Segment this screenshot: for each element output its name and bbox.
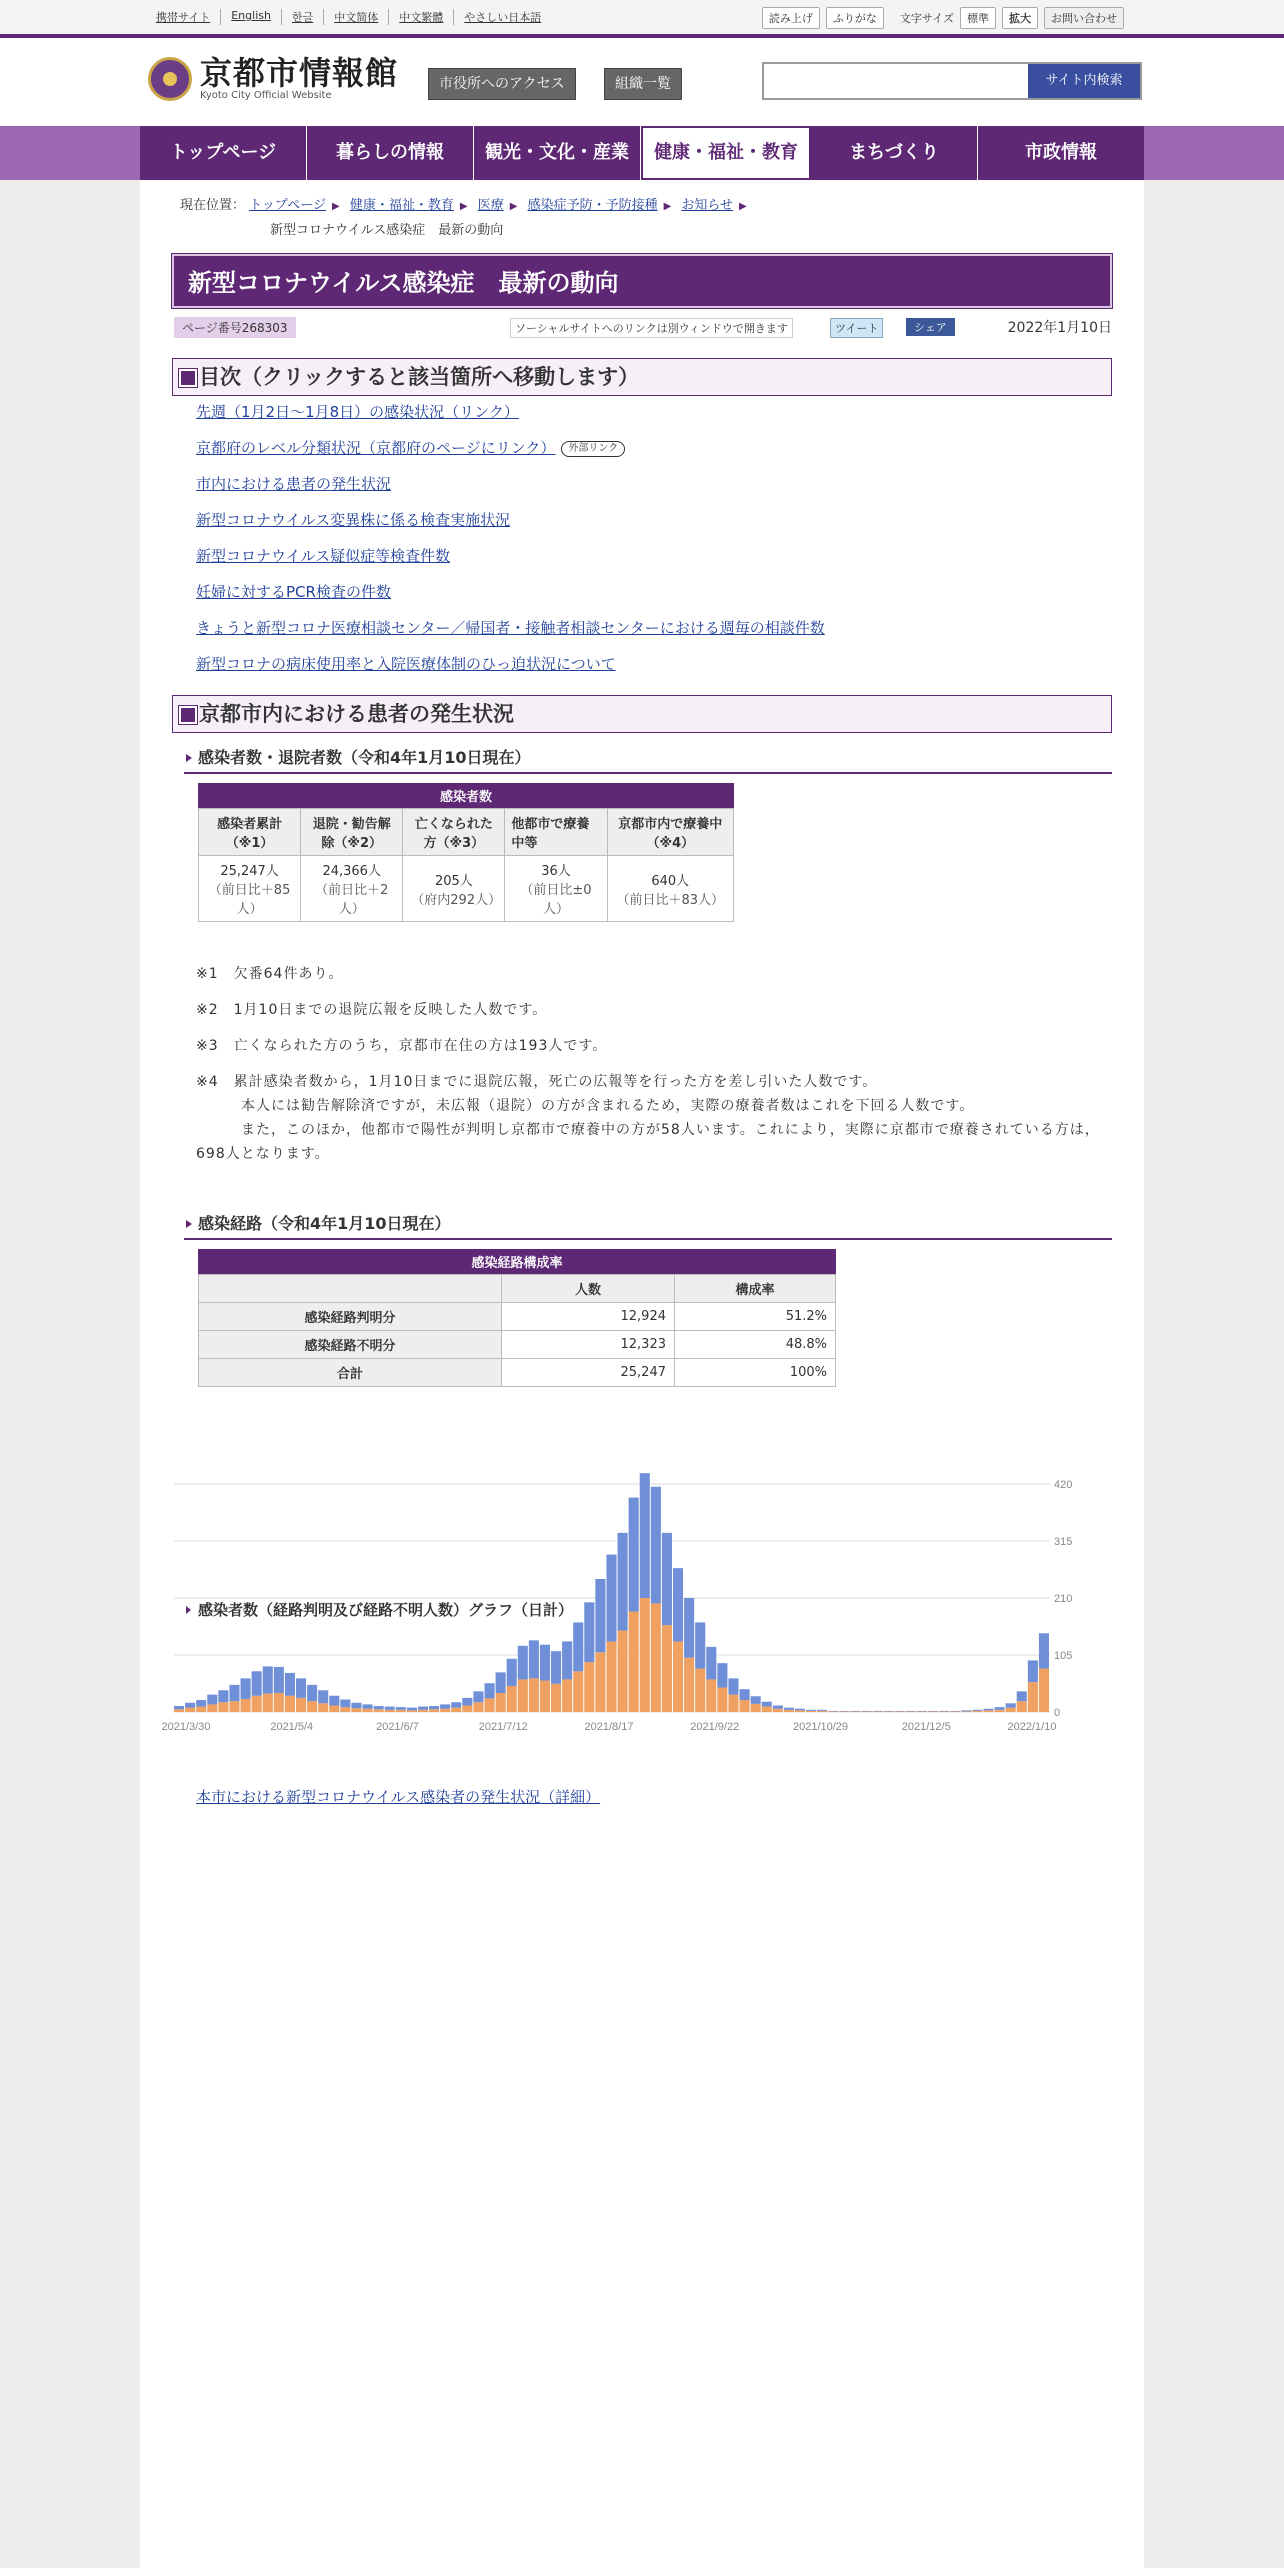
note-item: ※3 亡くなられた方のうち，京都市在住の方は193人です。 [196, 1038, 608, 1054]
chart-bar-known [618, 1631, 628, 1712]
table-cell: 100% [675, 1359, 836, 1387]
table-cell: 36人 （前日比±0人） [505, 856, 607, 922]
chart-bar-unknown [462, 1698, 472, 1706]
chart-y-tick-label: 105 [1054, 1650, 1073, 1662]
link-korean[interactable]: 한글 [281, 9, 323, 25]
chart-bar-unknown [351, 1703, 361, 1708]
chart-bar-known [318, 1703, 328, 1712]
table-cell: 24,366人 （前日比＋2人） [301, 856, 403, 922]
toc-link[interactable]: 新型コロナの病床使用率と入院医療体制のひっ迫状況について [196, 655, 616, 673]
breadcrumb-arrow-icon: ▶ [509, 201, 518, 212]
link-chinese-simplified[interactable]: 中文简体 [323, 9, 388, 25]
chart-bar-known [374, 1709, 384, 1712]
breadcrumb-arrow-icon: ▶ [459, 201, 468, 212]
logo-subtitle: Kyoto City Official Website [200, 90, 332, 101]
chart-bar-unknown [451, 1702, 461, 1707]
chart-bar-known [972, 1711, 982, 1712]
chart-bar-known [839, 1711, 849, 1712]
chart-bar-known [340, 1707, 350, 1712]
table-header: 感染者累計（※1） [199, 809, 301, 856]
chart-bar-known [895, 1711, 905, 1712]
chart-bar-known [806, 1711, 816, 1712]
chart-x-tick-label: 2021/8/17 [584, 1721, 634, 1733]
chart-bar-unknown [884, 1711, 894, 1712]
chart-x-tick-label: 2021/3/30 [161, 1721, 211, 1733]
row-header: 合計 [199, 1359, 502, 1387]
chart-bar-unknown [906, 1711, 916, 1712]
daily-cases-chart [161, 1462, 1114, 1733]
nav-top[interactable]: トップページ [140, 126, 307, 180]
table-cell: 25,247人 （前日比＋85人） [199, 856, 301, 922]
toc-link[interactable]: きょうと新型コロナ医療相談センター／帰国者・接触者相談センターにおける週毎の相談件数 [196, 619, 825, 637]
chart-bar-known [551, 1684, 561, 1712]
nav-living[interactable]: 暮らしの情報 [307, 126, 474, 180]
breadcrumb-label: 現在位置： [180, 198, 246, 213]
chart-bar-unknown [740, 1689, 750, 1700]
chart-bar-unknown [762, 1702, 772, 1707]
chart-bar-unknown [595, 1579, 605, 1652]
chart-bar-unknown [263, 1666, 273, 1693]
chart-bar-known [218, 1702, 228, 1712]
nav-tourism[interactable]: 観光・文化・産業 [474, 126, 641, 180]
chart-bar-unknown [839, 1711, 849, 1712]
chart-bar-unknown [551, 1651, 561, 1684]
detail-cases-link[interactable]: 本市における新型コロナウイルス感染者の発生状況（詳細） [196, 1788, 601, 1806]
chart-bar-known [850, 1711, 860, 1712]
chart-bar-known [762, 1707, 772, 1712]
table-cell: 51.2% [675, 1303, 836, 1331]
chart-bar-known [784, 1710, 794, 1712]
chart-bar-known [540, 1681, 550, 1712]
chart-bar-known [606, 1641, 616, 1712]
chart-bar-unknown [340, 1700, 350, 1708]
nav-health[interactable]: 健康・福祉・教育 [641, 126, 811, 180]
site-header [0, 38, 1284, 126]
chart-bar-unknown [385, 1707, 395, 1710]
chart-heading: 感染者数（経路判明及び経路不明人数）グラフ（日計） [184, 1598, 573, 1622]
subheading-infection-route: 感染経路（令和4年1月10日現在） [184, 1212, 1112, 1240]
chart-bar-known [751, 1704, 761, 1712]
main-content [140, 180, 1144, 2568]
font-size-label: 文字サイズ [899, 12, 954, 25]
chart-bar-known [274, 1693, 284, 1712]
chart-y-tick-label: 210 [1054, 1593, 1073, 1605]
toc-link[interactable]: 新型コロナウイルス疑似症等検査件数 [196, 547, 451, 565]
chart-bar-known [329, 1705, 339, 1712]
org-list-button[interactable]: 組織一覧 [604, 68, 682, 100]
chart-bar-known [252, 1696, 262, 1712]
chart-bar-known [817, 1711, 827, 1712]
infection-route-table [198, 1249, 836, 1387]
row-header: 感染経路不明分 [199, 1331, 502, 1359]
chart-bar-unknown [518, 1646, 528, 1680]
chart-bar-unknown [972, 1710, 982, 1711]
chart-bar-known [861, 1711, 871, 1712]
chart-bar-unknown [573, 1622, 583, 1671]
chart-bar-unknown [850, 1711, 860, 1712]
chart-bar-known [207, 1704, 217, 1712]
chart-y-tick-label: 315 [1054, 1536, 1073, 1548]
breadcrumb-arrow-icon: ▶ [739, 201, 747, 212]
kyoto-emblem-icon [148, 57, 192, 101]
table-header: 京都市内で療養中（※4） [607, 809, 733, 856]
table-header: 退院・勧告解除（※2） [301, 809, 403, 856]
chart-bar-unknown [873, 1711, 883, 1712]
page-meta [174, 317, 1112, 339]
toc-list [196, 394, 825, 682]
chart-bar-unknown [407, 1708, 417, 1711]
chart-bar-unknown [606, 1555, 616, 1642]
chart-bar-unknown [695, 1622, 705, 1668]
chart-bar-unknown [1028, 1660, 1038, 1682]
chart-bar-known [241, 1699, 251, 1712]
chart-bar-unknown [196, 1700, 206, 1707]
chart-bar-known [296, 1698, 306, 1712]
external-link-badge: 外部リンク [561, 441, 625, 457]
chart-bar-known [828, 1711, 838, 1712]
chart-bar-known [1028, 1682, 1038, 1712]
chart-bar-unknown [473, 1691, 483, 1702]
chart-x-tick-label: 2022/1/10 [1007, 1721, 1057, 1733]
chart-bar-unknown [285, 1673, 295, 1696]
facebook-share-button[interactable]: シェア [906, 318, 955, 336]
utility-bar [0, 0, 1284, 38]
chart-bar-unknown [363, 1704, 373, 1708]
chart-bar-unknown [440, 1704, 450, 1708]
chart-bar-known [496, 1693, 506, 1712]
toc-heading: 目次（クリックすると該当箇所へ移動します） [172, 358, 1112, 396]
chart-bar-known [363, 1709, 373, 1712]
nav-city-admin[interactable]: 市政情報 [1025, 142, 1097, 163]
chart-bar-known [407, 1710, 417, 1712]
read-aloud-button[interactable]: 読み上げ [762, 7, 820, 29]
chart-x-tick-label: 2021/6/7 [376, 1721, 419, 1733]
chart-y-tick-label: 420 [1054, 1479, 1073, 1491]
chart-bar-known [562, 1679, 572, 1712]
subheading-case-counts: 感染者数・退院者数（令和4年1月10日現在） [184, 746, 1112, 774]
chart-bar-known [795, 1710, 805, 1712]
chart-bar-unknown [241, 1678, 251, 1699]
chart-bar-known [462, 1705, 472, 1712]
chart-bar-unknown [374, 1706, 384, 1709]
table-header: 構成率 [675, 1275, 836, 1303]
chart-bar-known [950, 1711, 960, 1712]
chart-x-tick-label: 2021/9/22 [690, 1721, 740, 1733]
chart-bar-known [673, 1641, 683, 1712]
chart-bar-known [263, 1694, 273, 1712]
toc-link[interactable]: 妊婦に対するPCR検査の件数 [196, 583, 391, 601]
chart-bar-known [917, 1711, 927, 1712]
chart-bar-unknown [584, 1602, 594, 1662]
chart-bar-known [651, 1603, 661, 1712]
case-notes [196, 962, 1108, 1166]
chart-bar-unknown [1017, 1691, 1027, 1701]
chart-bar-unknown [895, 1711, 905, 1712]
toc-link[interactable]: 新型コロナウイルス変異株に係る検査実施状況 [196, 511, 511, 529]
note-item: また，このほか，他都市で陽性が判明し京都市で療養中の方が58人います。これにより，実際に京都市で療養されている方は，698人となります。 [196, 1122, 1100, 1162]
note-item: 本人には勧告解除済ですが，未広報（退院）の方が含まれるため，実際の療養者数はこれを下回る人数です。 [226, 1098, 975, 1114]
link-english[interactable]: English [220, 9, 281, 25]
table-caption: 感染者数 [198, 783, 734, 808]
row-header: 感染経路判明分 [199, 1303, 502, 1331]
language-links [150, 9, 551, 25]
breadcrumb-item[interactable]: 感染症予防・予防接種 [527, 198, 658, 213]
page-number: ページ番号268303 [174, 317, 296, 338]
link-chinese-traditional[interactable]: 中文繁體 [388, 9, 453, 25]
chart-bar-known [507, 1686, 517, 1712]
chart-bar-known [706, 1679, 716, 1712]
chart-bar-known [906, 1711, 916, 1712]
chart-bar-unknown [218, 1690, 228, 1702]
contact-button[interactable]: お問い合わせ [1044, 7, 1124, 29]
table-header [199, 1275, 502, 1303]
chart-bar-known [629, 1612, 639, 1712]
chart-bar-unknown [318, 1690, 328, 1703]
chart-bar-known [285, 1696, 295, 1712]
chart-bar-unknown [529, 1640, 539, 1678]
chart-bar-known [396, 1710, 406, 1712]
chart-bar-unknown [207, 1695, 217, 1705]
search-button[interactable]: サイト内検索 [1028, 64, 1140, 98]
chart-bar-unknown [662, 1533, 672, 1625]
note-item: ※2 1月10日までの退院広報を反映した人数です。 [196, 1002, 548, 1018]
chart-bar-known [440, 1709, 450, 1712]
chart-bar-unknown [618, 1533, 628, 1631]
social-note: ソーシャルサイトへのリンクは別ウィンドウで開きます [510, 318, 793, 338]
chart-bar-unknown [1039, 1633, 1049, 1668]
chart-bar-known [429, 1709, 439, 1712]
chart-bar-known [662, 1625, 672, 1712]
logo-title: 京都市情報館 [200, 54, 399, 92]
chart-bar-unknown [307, 1685, 317, 1701]
chart-bar-known [961, 1711, 971, 1712]
chart-bar-known [939, 1711, 949, 1712]
table-cell: 205人 （府内292人） [403, 856, 505, 922]
chart-bar-unknown [950, 1711, 960, 1712]
chart-bar-known [484, 1698, 494, 1712]
chart-bar-known [995, 1710, 1005, 1712]
chart-bar-unknown [928, 1711, 938, 1712]
table-cell: 640人 （前日比＋83人） [607, 856, 733, 922]
chart-bar-known [529, 1678, 539, 1712]
table-cell: 12,323 [502, 1331, 675, 1359]
chart-bar-known [983, 1710, 993, 1712]
access-button[interactable]: 市役所へのアクセス [428, 68, 576, 100]
chart-bar-known [884, 1711, 894, 1712]
table-cell: 48.8% [675, 1331, 836, 1359]
chart-bar-unknown [507, 1659, 517, 1686]
chart-x-tick-label: 2021/10/29 [792, 1721, 849, 1733]
chart-bar-unknown [861, 1711, 871, 1712]
chart-bar-unknown [795, 1709, 805, 1711]
chart-bar-unknown [983, 1709, 993, 1711]
chart-bar-unknown [274, 1667, 284, 1693]
chart-bar-unknown [229, 1685, 239, 1701]
chart-bar-unknown [396, 1707, 406, 1710]
furigana-button[interactable]: ふりがな [826, 7, 884, 29]
breadcrumb-item[interactable]: 健康・福祉・教育 [349, 198, 454, 213]
chart-bar-known [695, 1669, 705, 1712]
chart-x-tick-label: 2021/12/5 [901, 1721, 951, 1733]
chart-bar-known [873, 1711, 883, 1712]
chart-bar-known [174, 1709, 184, 1712]
section-heading-patients: 京都市内における患者の発生状況 [172, 695, 1112, 733]
chart-bar-known [595, 1652, 605, 1712]
chart-y-tick-label: 0 [1054, 1707, 1061, 1719]
global-nav [0, 126, 1284, 180]
chart-bar-known [1006, 1708, 1016, 1712]
table-cell: 12,924 [502, 1303, 675, 1331]
chart-bar-unknown [185, 1703, 195, 1708]
chart-bar-unknown [939, 1711, 949, 1712]
breadcrumb-arrow-icon: ▶ [332, 201, 340, 212]
chart-x-tick-label: 2021/5/4 [270, 1721, 314, 1733]
chart-bar-unknown [728, 1678, 738, 1694]
toc-link[interactable]: 京都府のレベル分類状況（京都府のページにリンク） [196, 439, 556, 457]
nav-city-planning[interactable]: まちづくり [811, 126, 978, 180]
toc-link[interactable]: 市内における患者の発生状況 [196, 475, 392, 493]
breadcrumb-item[interactable]: トップページ [249, 198, 326, 213]
chart-bar-unknown [329, 1696, 339, 1706]
chart-bar-unknown [651, 1487, 661, 1604]
table-header: 人数 [502, 1275, 675, 1303]
chart-bar-known [684, 1658, 694, 1712]
chart-bar-unknown [917, 1711, 927, 1712]
chart-bar-unknown [751, 1696, 761, 1704]
chart-bar-known [418, 1710, 428, 1712]
chart-bar-known [518, 1679, 528, 1712]
chart-bar-unknown [562, 1641, 572, 1679]
chart-bar-unknown [540, 1645, 550, 1681]
breadcrumb-current: 新型コロナウイルス感染症 最新の動向 [270, 223, 504, 238]
link-mobile[interactable]: 携帯サイト [156, 11, 211, 24]
chart-bar-unknown [673, 1568, 683, 1641]
chart-bar-known [307, 1701, 317, 1712]
chart-bar-unknown [640, 1473, 650, 1598]
chart-bar-unknown [784, 1708, 794, 1710]
toc-link[interactable]: 先週（1月2日～1月8日）の感染状況（リンク） [196, 403, 519, 421]
chart-bar-unknown [1006, 1703, 1016, 1707]
chart-x-tick-label: 2021/7/12 [478, 1721, 528, 1733]
chart-bar-unknown [496, 1672, 506, 1693]
note-item: ※4 累計感染者数から，1月10日までに退院広報，死亡の広報等を行った方を差し引いた人数です。 [196, 1074, 878, 1090]
table-header: 他都市で療養中等 [505, 809, 607, 856]
search-input[interactable] [764, 64, 1045, 98]
chart-bar-unknown [484, 1683, 494, 1698]
table-cell: 25,247 [502, 1359, 675, 1387]
table-header: 亡くなられた方（※3） [403, 809, 505, 856]
chart-bar-unknown [252, 1671, 262, 1695]
breadcrumb [180, 194, 1120, 243]
chart-bar-unknown [806, 1710, 816, 1711]
chart-bar-unknown [817, 1710, 827, 1711]
chart-bar-unknown [629, 1498, 639, 1612]
accessibility-tools [762, 7, 1124, 29]
chart-bar-unknown [684, 1598, 694, 1658]
chart-bar-known [728, 1695, 738, 1712]
chart-bar-known [196, 1707, 206, 1712]
chart-bar-unknown [828, 1711, 838, 1712]
chart-bar-known [229, 1701, 239, 1712]
chart-bar-known [451, 1708, 461, 1712]
chart-bar-unknown [429, 1706, 439, 1709]
chart-bar-unknown [961, 1710, 971, 1711]
chart-bar-unknown [773, 1705, 783, 1708]
chart-bar-known [1017, 1701, 1027, 1712]
chart-bar-known [740, 1700, 750, 1712]
chart-bar-known [573, 1671, 583, 1712]
breadcrumb-arrow-icon: ▶ [663, 201, 672, 212]
breadcrumb-item[interactable]: 医療 [477, 198, 504, 213]
daily-cases-chart-svg [161, 1462, 1114, 1733]
chart-bar-known [473, 1702, 483, 1712]
note-item: ※1 欠番64件あり。 [196, 966, 344, 982]
link-easy-japanese[interactable]: やさしい日本語 [453, 9, 551, 25]
case-count-table [198, 783, 734, 922]
chart-bar-known [351, 1708, 361, 1712]
chart-bar-known [928, 1711, 938, 1712]
site-search [762, 62, 1142, 100]
font-large-button[interactable]: 拡大 [1002, 7, 1038, 29]
site-logo[interactable] [148, 56, 398, 101]
breadcrumb-item[interactable]: お知らせ [681, 198, 734, 213]
chart-bar-known [1039, 1669, 1049, 1712]
chart-bar-known [185, 1708, 195, 1712]
chart-bar-known [717, 1688, 727, 1712]
chart-bar-unknown [418, 1707, 428, 1710]
chart-bar-known [640, 1598, 650, 1712]
chart-bar-unknown [174, 1706, 184, 1709]
tweet-button[interactable]: ツイート [830, 318, 883, 338]
chart-bar-known [584, 1662, 594, 1712]
font-standard-button[interactable]: 標準 [960, 7, 996, 29]
chart-bar-unknown [717, 1663, 727, 1687]
page-date: 2022年1月10日 [1007, 320, 1112, 336]
chart-bar-unknown [296, 1678, 306, 1698]
chart-bar-unknown [995, 1707, 1005, 1710]
chart-bar-unknown [706, 1647, 716, 1680]
table-caption: 感染経路構成率 [198, 1249, 836, 1274]
chart-bar-known [385, 1710, 395, 1712]
page-title: 新型コロナウイルス感染症 最新の動向 [172, 254, 1112, 308]
chart-bar-known [773, 1709, 783, 1712]
